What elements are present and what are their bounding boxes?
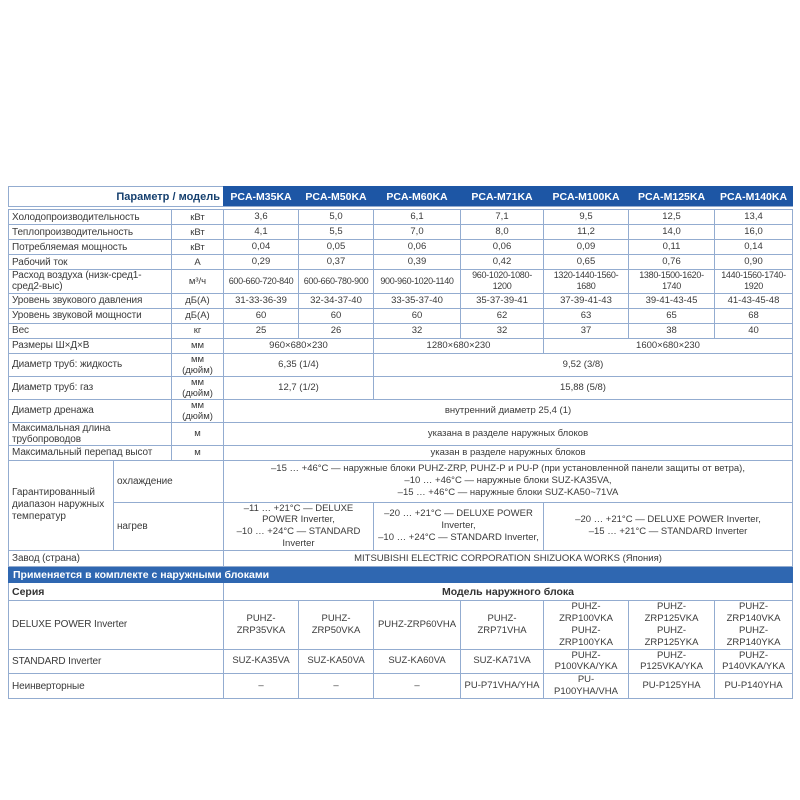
row-unit: кВт <box>172 210 224 225</box>
spec-row <box>9 422 793 445</box>
spec-value: 9,5 <box>544 210 629 225</box>
spec-value: 7,0 <box>374 225 461 240</box>
spec-value: 65 <box>629 308 715 323</box>
spec-row <box>9 210 793 225</box>
spec-value: 15,88 (5/8) <box>374 376 793 399</box>
spec-value: 12,5 <box>629 210 715 225</box>
spec-row <box>9 338 793 353</box>
outdoor-series-label: DELUXE POWER Inverter <box>9 601 224 650</box>
temp-row-heating <box>9 502 793 551</box>
row-label: Расход воздуха (низк-сред1-сред2-выс) <box>9 270 172 294</box>
row-unit: мм <box>172 338 224 353</box>
spec-value: 6,1 <box>374 210 461 225</box>
model-header: PCA-M71KA <box>461 187 544 207</box>
outdoor-model-value: – <box>224 674 299 699</box>
spec-value: 0,06 <box>461 240 544 255</box>
series-header-row <box>9 583 793 601</box>
spec-value: 60 <box>224 308 299 323</box>
outdoor-model-value: PUHZ-ZRP125VKA PUHZ-ZRP125YKA <box>629 601 715 650</box>
spec-row <box>9 376 793 399</box>
spec-value: 6,35 (1/4) <box>224 353 374 376</box>
outdoor-row <box>9 601 793 650</box>
outdoor-model-value: PU-P125YHA <box>629 674 715 699</box>
spec-row <box>9 270 793 294</box>
row-label: Уровень звуковой мощности <box>9 308 172 323</box>
spec-row <box>9 255 793 270</box>
outdoor-series-label: STANDARD Inverter <box>9 649 224 674</box>
spec-value: 1600×680×230 <box>544 338 793 353</box>
spec-value: 7,1 <box>461 210 544 225</box>
row-label: Размеры Ш×Д×В <box>9 338 172 353</box>
row-label: Вес <box>9 323 172 338</box>
row-label: Уровень звукового давления <box>9 293 172 308</box>
row-unit: кВт <box>172 240 224 255</box>
outdoor-model-value: PU-P140YHA <box>715 674 793 699</box>
temp-mode-label: охлаждение <box>114 460 224 502</box>
row-label: Теплопроизводительность <box>9 225 172 240</box>
row-label: Рабочий ток <box>9 255 172 270</box>
spec-value: 32-34-37-40 <box>299 293 374 308</box>
spec-value: указан в разделе наружных блоков <box>224 445 793 460</box>
spec-row <box>9 308 793 323</box>
temp-range-value: –20 … +21°C — DELUXE POWER Inverter, –15 … +21°C — STANDARD Inverter <box>544 502 793 551</box>
outdoor-row <box>9 649 793 674</box>
spec-table <box>8 186 793 699</box>
outdoor-model-value: PUHZ-P125VKA/YKA <box>629 649 715 674</box>
row-unit: дБ(А) <box>172 308 224 323</box>
spec-value: 35-37-39-41 <box>461 293 544 308</box>
spec-value: 1380-1500-1620-1740 <box>629 270 715 294</box>
spec-value: 0,65 <box>544 255 629 270</box>
spec-row <box>9 445 793 460</box>
outdoor-model-value: – <box>374 674 461 699</box>
temp-range-value: –15 … +46°C — наружные блоки PUHZ-ZRP, PUHZ-P и PU-P (при установленной панели защиты от ветра), –10 … +46°C — наружные блоки SUZ-KA35VA, –15 … +46°C — наружные блоки SUZ-KA50~71VA <box>224 460 793 502</box>
row-unit: дБ(А) <box>172 293 224 308</box>
spec-row <box>9 399 793 422</box>
spec-value: 0,09 <box>544 240 629 255</box>
spec-value: 1440-1560-1740-1920 <box>715 270 793 294</box>
outdoor-model-value: PUHZ-ZRP100VKA PUHZ-ZRP100YKA <box>544 601 629 650</box>
row-unit: м <box>172 422 224 445</box>
spec-value: 26 <box>299 323 374 338</box>
row-label: Диаметр труб: газ <box>9 376 172 399</box>
spec-value: 41-43-45-48 <box>715 293 793 308</box>
spec-sheet <box>8 186 791 699</box>
outdoor-model-value: PUHZ-ZRP140VKA PUHZ-ZRP140YKA <box>715 601 793 650</box>
param-model-header: Параметр / модель <box>9 187 224 207</box>
spec-value: 32 <box>461 323 544 338</box>
model-header: PCA-M125KA <box>629 187 715 207</box>
spec-value: 0,42 <box>461 255 544 270</box>
spec-value: 9,52 (3/8) <box>374 353 793 376</box>
row-unit: кВт <box>172 225 224 240</box>
spec-value: 37 <box>544 323 629 338</box>
spec-value: 900-960-1020-1140 <box>374 270 461 294</box>
spec-value: 5,0 <box>299 210 374 225</box>
row-unit: мм (дюйм) <box>172 376 224 399</box>
spec-value: 4,1 <box>224 225 299 240</box>
outdoor-model-value: PUHZ-P140VKA/YKA <box>715 649 793 674</box>
outdoor-model-value: SUZ-KA71VA <box>461 649 544 674</box>
spec-value: 960×680×230 <box>224 338 374 353</box>
spec-value: 63 <box>544 308 629 323</box>
outdoor-model-value: SUZ-KA35VA <box>224 649 299 674</box>
spec-value: 33-35-37-40 <box>374 293 461 308</box>
outdoor-model-value: PUHZ-ZRP50VKA <box>299 601 374 650</box>
row-label: Максимальный перепад высот <box>9 445 172 460</box>
spec-value: 37-39-41-43 <box>544 293 629 308</box>
spec-value: 68 <box>715 308 793 323</box>
spec-value: 31-33-36-39 <box>224 293 299 308</box>
spec-value: 0,11 <box>629 240 715 255</box>
factory-value: MITSUBISHI ELECTRIC CORPORATION SHIZUOKA WORKS (Япония) <box>224 551 793 567</box>
spec-value: 0,76 <box>629 255 715 270</box>
section-band <box>9 567 793 583</box>
spec-row <box>9 225 793 240</box>
header-row <box>9 187 793 207</box>
spec-value: 0,39 <box>374 255 461 270</box>
row-label: Потребляемая мощность <box>9 240 172 255</box>
temp-mode-label: нагрев <box>114 502 224 551</box>
spec-value: 62 <box>461 308 544 323</box>
outdoor-model-value: PU-P71VHA/YHA <box>461 674 544 699</box>
spec-value: 0,04 <box>224 240 299 255</box>
spec-value: 0,90 <box>715 255 793 270</box>
outdoor-model-header: Модель наружного блока <box>224 583 793 601</box>
spec-value: 5,5 <box>299 225 374 240</box>
spec-row <box>9 323 793 338</box>
row-label: Диаметр дренажа <box>9 399 172 422</box>
outdoor-model-value: PUHZ-P100VKA/YKA <box>544 649 629 674</box>
outdoor-series-label: Неинверторные <box>9 674 224 699</box>
model-header: PCA-M50KA <box>299 187 374 207</box>
spec-value: 0,29 <box>224 255 299 270</box>
spec-row <box>9 353 793 376</box>
spec-value: 60 <box>299 308 374 323</box>
temp-range-value: –11 … +21°C — DELUXE POWER Inverter, –10 … +24°C — STANDARD Inverter <box>224 502 374 551</box>
outdoor-model-value: SUZ-KA50VA <box>299 649 374 674</box>
model-header: PCA-M140KA <box>715 187 793 207</box>
row-unit: мм (дюйм) <box>172 399 224 422</box>
spec-value: 600-660-720-840 <box>224 270 299 294</box>
row-unit: А <box>172 255 224 270</box>
spec-value: 3,6 <box>224 210 299 225</box>
row-unit: м³/ч <box>172 270 224 294</box>
spec-value: 11,2 <box>544 225 629 240</box>
spec-value: 0,06 <box>374 240 461 255</box>
temp-row-cooling <box>9 460 793 502</box>
temp-range-value: –20 … +21°C — DELUXE POWER Inverter, –10 … +24°C — STANDARD Inverter, <box>374 502 544 551</box>
model-header: PCA-M100KA <box>544 187 629 207</box>
spec-value: 38 <box>629 323 715 338</box>
spec-value: 14,0 <box>629 225 715 240</box>
outdoor-row <box>9 674 793 699</box>
spec-value: 0,05 <box>299 240 374 255</box>
outdoor-model-value: – <box>299 674 374 699</box>
model-header: PCA-M35KA <box>224 187 299 207</box>
row-unit: м <box>172 445 224 460</box>
spec-value: 12,7 (1/2) <box>224 376 374 399</box>
spec-value: 40 <box>715 323 793 338</box>
spec-value: 60 <box>374 308 461 323</box>
row-label: Диаметр труб: жидкость <box>9 353 172 376</box>
spec-value: 0,37 <box>299 255 374 270</box>
row-label: Максимальная длина трубопроводов <box>9 422 172 445</box>
spec-value: внутренний диаметр 25,4 (1) <box>224 399 793 422</box>
row-label: Холодопроизводительность <box>9 210 172 225</box>
spec-value: 1320-1440-1560-1680 <box>544 270 629 294</box>
spec-value: указана в разделе наружных блоков <box>224 422 793 445</box>
spec-value: 1280×680×230 <box>374 338 544 353</box>
spec-row <box>9 293 793 308</box>
section-band-title: Применяется в комплекте с наружными блоками <box>9 567 793 583</box>
spec-value: 960-1020-1080-1200 <box>461 270 544 294</box>
spec-value: 600-660-780-900 <box>299 270 374 294</box>
row-unit: кг <box>172 323 224 338</box>
outdoor-model-value: PUHZ-ZRP71VHA <box>461 601 544 650</box>
factory-row <box>9 551 793 567</box>
factory-label: Завод (страна) <box>9 551 224 567</box>
outdoor-model-value: PU-P100YHA/VHA <box>544 674 629 699</box>
spec-value: 8,0 <box>461 225 544 240</box>
model-header: PCA-M60KA <box>374 187 461 207</box>
spec-value: 13,4 <box>715 210 793 225</box>
outdoor-model-value: PUHZ-ZRP35VKA <box>224 601 299 650</box>
spec-value: 32 <box>374 323 461 338</box>
temp-group-label: Гарантированный диапазон наружных температур <box>9 460 114 551</box>
spec-value: 39-41-43-45 <box>629 293 715 308</box>
spec-value: 0,14 <box>715 240 793 255</box>
series-label: Серия <box>9 583 224 601</box>
spec-row <box>9 240 793 255</box>
spec-value: 25 <box>224 323 299 338</box>
outdoor-model-value: SUZ-KA60VA <box>374 649 461 674</box>
row-unit: мм (дюйм) <box>172 353 224 376</box>
outdoor-model-value: PUHZ-ZRP60VHA <box>374 601 461 650</box>
spec-value: 16,0 <box>715 225 793 240</box>
